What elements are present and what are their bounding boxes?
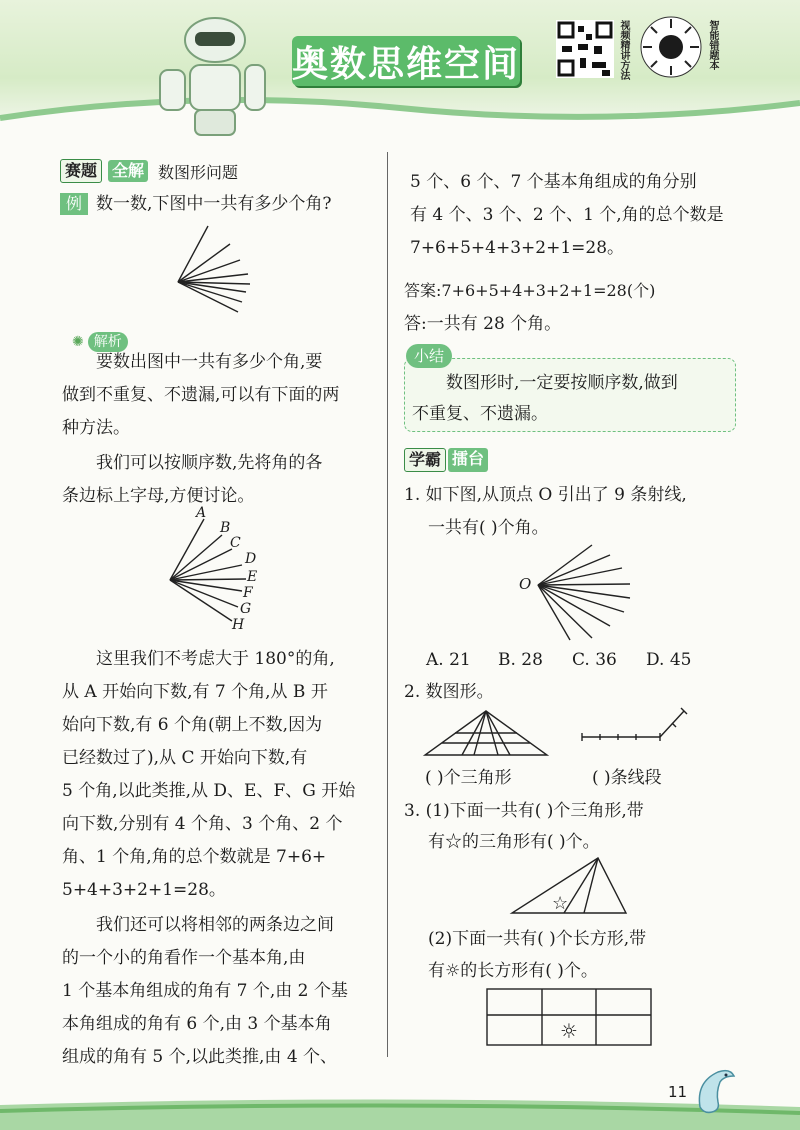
example-angle-figure — [168, 222, 258, 314]
q2-triangle-figure — [422, 708, 550, 758]
q1-text: 1. 如下图,从顶点 O 引出了 9 条射线, — [404, 485, 687, 505]
analysis-line: 种方法。 — [62, 418, 130, 438]
qr2-label: 智能错题本 — [707, 20, 718, 70]
continued-line: 7+6+5+4+3+2+1=28。 — [410, 238, 625, 258]
q1-option[interactable]: C. 36 — [572, 650, 617, 670]
section-tag-1: 赛题 — [60, 159, 102, 183]
example-badge: 例 — [60, 193, 88, 215]
analysis-line: 这里我们不考虑大于 180°的角, — [96, 649, 335, 669]
analysis-line: 组成的角有 5 个,以此类推,由 4 个、 — [62, 1047, 338, 1067]
section-tag-2: 全解 — [108, 160, 148, 182]
analysis-line: 做到不重复、不遗漏,可以有下面的两 — [62, 385, 340, 405]
ray-label-e: E — [247, 569, 258, 585]
analysis-line: 5 个角,以此类推,从 D、E、F、G 开始 — [62, 781, 356, 801]
analysis-line: 始向下数,有 6 个角(朝上不数,因为 — [62, 715, 323, 735]
banner-title: 奥数思维空间 — [292, 36, 520, 86]
challenge-heading — [404, 448, 488, 472]
q3-rectangle-figure — [486, 988, 652, 1046]
analysis-line: 要数出图中一共有多少个角,要 — [96, 352, 323, 372]
section-heading — [60, 158, 238, 184]
header-wave — [0, 88, 800, 148]
q3-text: 有☼的长方形有( )个。 — [428, 961, 598, 981]
analysis-line: 条边标上字母,方便讨论。 — [62, 486, 255, 506]
ray-label-b: B — [220, 520, 231, 536]
continued-line: 有 4 个、3 个、2 个、1 个,角的总个数是 — [410, 205, 724, 225]
answer-text: 答:一共有 28 个角。 — [404, 314, 562, 334]
section-title: 数图形问题 — [158, 162, 239, 182]
q1-option[interactable]: A. 21 — [426, 650, 471, 670]
qr-code-icon[interactable] — [556, 20, 614, 78]
example-question-text: 数一数,下图中一共有多少个角? — [96, 194, 332, 214]
mini-program-code-icon[interactable] — [640, 16, 702, 78]
analysis-line: 1 个基本角组成的角有 7 个,由 2 个基 — [62, 981, 348, 1001]
q1-vertex-label: O — [519, 575, 532, 593]
summary-line: 不重复、不遗漏。 — [412, 404, 548, 424]
answer-calculation: 答案:7+6+5+4+3+2+1=28(个) — [404, 281, 656, 300]
analysis-line: 角、1 个角,角的总个数就是 7+6+ — [62, 847, 327, 867]
challenge-tag-1: 学霸 — [404, 448, 446, 472]
q2-blank-segments: ( )条线段 — [592, 768, 662, 788]
q2-blank-triangles: ( )个三角形 — [425, 768, 512, 788]
ray-label-c: C — [230, 535, 241, 551]
challenge-tag-2: 擂台 — [448, 448, 488, 472]
q1-option[interactable]: D. 45 — [646, 650, 692, 670]
lightbulb-icon: ✺ — [72, 334, 84, 350]
svg-text:☆: ☆ — [552, 893, 569, 914]
analysis-line: 已经数过了),从 C 开始向下数,有 — [62, 748, 308, 768]
q3-text: 有☆的三角形有( )个。 — [428, 832, 600, 852]
analysis-line: 我们可以按顺序数,先将角的各 — [96, 453, 323, 473]
analysis-line: 从 A 开始向下数,有 7 个角,从 B 开 — [62, 682, 328, 702]
summary-line: 数图形时,一定要按顺序数,做到 — [446, 373, 678, 393]
q1-ray-figure — [530, 540, 640, 645]
ray-label-h: H — [232, 617, 245, 633]
analysis-line: 本角组成的角有 6 个,由 3 个基本角 — [62, 1014, 332, 1034]
analysis-line: 的一个小的角看作一个基本角,由 — [62, 948, 306, 968]
q2-title: 2. 数图形。 — [404, 682, 494, 702]
example-question — [60, 188, 332, 220]
svg-text:☼: ☼ — [560, 1019, 578, 1043]
q3-text: (2)下面一共有( )个长方形,带 — [428, 929, 647, 949]
ray-label-d: D — [245, 551, 257, 567]
q1-text: 一共有( )个角。 — [428, 518, 549, 538]
summary-tag: 小结 — [406, 344, 452, 368]
ray-label-f: F — [243, 585, 253, 601]
ray-label-a: A — [196, 505, 207, 521]
q1-option[interactable]: B. 28 — [498, 650, 543, 670]
analysis-line: 我们还可以将相邻的两条边之间 — [96, 915, 334, 935]
ray-label-g: G — [240, 601, 252, 617]
analysis-line: 向下数,分别有 4 个角、3 个角、2 个 — [62, 814, 343, 834]
continued-line: 5 个、6 个、7 个基本角组成的角分别 — [410, 172, 697, 192]
analysis-line: 5+4+3+2+1=28。 — [62, 880, 226, 900]
qr1-label: 视频精讲方法 — [618, 20, 629, 80]
q2-segment-figure — [578, 705, 690, 745]
dolphin-icon — [690, 1062, 738, 1117]
robot-mascot-icon — [140, 10, 290, 145]
page-number: 11 — [668, 1083, 688, 1101]
q3-text: 3. (1)下面一共有( )个三角形,带 — [404, 801, 644, 821]
analysis-label: 解析 — [88, 332, 128, 352]
q3-triangle-figure — [508, 855, 630, 917]
column-divider — [387, 152, 388, 1057]
